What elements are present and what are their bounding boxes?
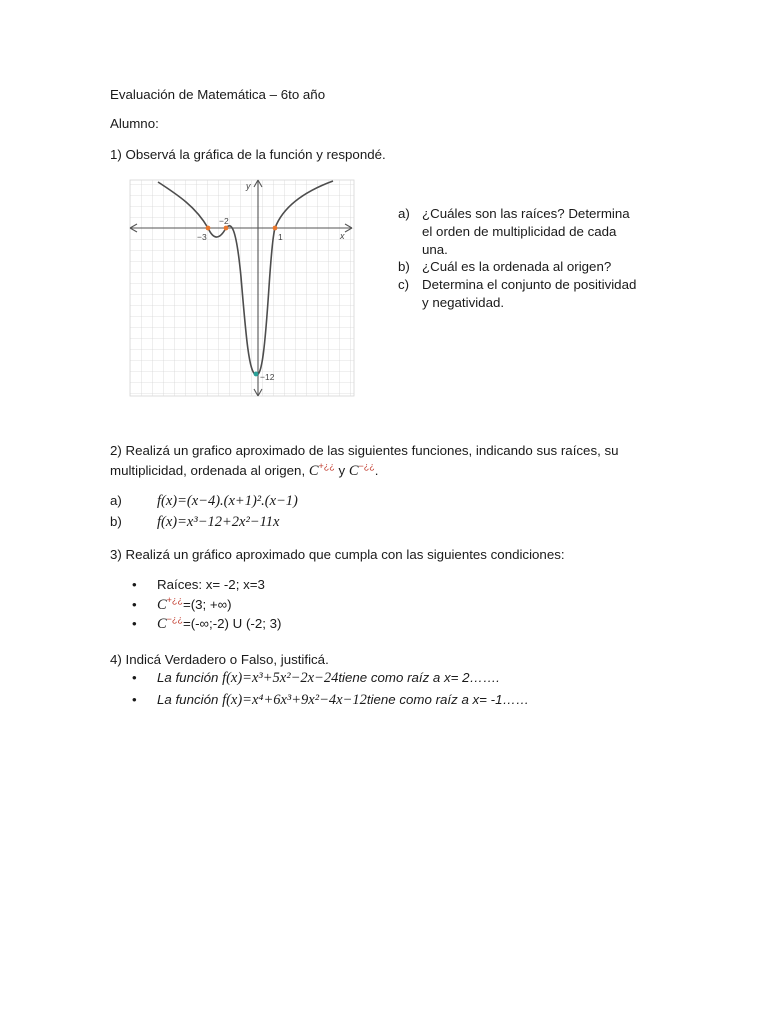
c-plus-letter: C bbox=[308, 463, 319, 479]
q4-prompt: 4) Indicá Verdadero o Falso, justificá. bbox=[110, 652, 329, 667]
axis-label-y: y bbox=[246, 181, 251, 191]
q2-item-b-label: b) bbox=[110, 514, 122, 529]
q2-y-connector: y bbox=[334, 463, 349, 478]
q3-item-cminus bbox=[110, 614, 281, 633]
document-title: Evaluación de Matemática – 6to año bbox=[110, 87, 326, 102]
q2-item-a-label: a) bbox=[110, 493, 122, 508]
c-plus-superscript: +¿¿ bbox=[318, 461, 335, 471]
q2-period: . bbox=[374, 463, 379, 478]
q1-item-a bbox=[398, 205, 658, 258]
q3-cplus-letter: C bbox=[157, 597, 167, 613]
q4-item-2 bbox=[110, 692, 529, 709]
q1-item-a-line2: el orden de multiplicidad de cada bbox=[422, 223, 617, 239]
q4-item-2-formula: f(x)=x⁴+6x³+9x²−4x−12 bbox=[222, 692, 367, 708]
q2-item-a bbox=[110, 493, 298, 510]
bullet: • bbox=[132, 692, 137, 707]
q1-item-a-line1: ¿Cuáles son las raíces? Determina bbox=[422, 206, 630, 221]
bullet: • bbox=[132, 670, 137, 685]
q3-item-roots bbox=[110, 577, 265, 592]
q4-item-2-post: tiene como raíz a x= -1…… bbox=[366, 692, 530, 707]
q2-item-a-formula: f(x)=(x−4).(x+1)².(x−1) bbox=[157, 493, 298, 509]
q1-item-b-line1: ¿Cuál es la ordenada al origen? bbox=[422, 259, 612, 275]
q1-item-c-line1: Determina el conjunto de positividad bbox=[422, 277, 637, 293]
tick-label-neg12: −12 bbox=[260, 372, 275, 382]
q2-item-b bbox=[110, 514, 279, 531]
q3-cminus-superscript: −¿¿ bbox=[166, 614, 183, 624]
q1-prompt: 1) Observá la gráfica de la función y respondé. bbox=[110, 147, 386, 162]
bullet: • bbox=[132, 597, 137, 612]
q3-cminus-value: =(-∞;-2) U (-2; 3) bbox=[182, 616, 282, 631]
tick-label-1: 1 bbox=[278, 232, 283, 242]
q4-item-1-formula: f(x)=x³+5x²−2x−24 bbox=[222, 670, 339, 686]
q4-item-1-pre: La función bbox=[157, 670, 223, 685]
q2-item-b-formula: f(x)=x³−12+2x²−11x bbox=[157, 514, 280, 530]
q1-item-a-label: a) bbox=[398, 206, 410, 221]
root-point-neg2 bbox=[224, 226, 229, 231]
q3-cminus-letter: C bbox=[157, 616, 167, 632]
student-label: Alumno: bbox=[110, 116, 159, 131]
bullet: • bbox=[132, 577, 137, 592]
q3-roots-text: Raíces: x= -2; x=3 bbox=[157, 577, 265, 592]
c-minus-superscript: −¿¿ bbox=[358, 461, 375, 471]
q2-prompt-line1: 2) Realizá un grafico aproximado de las siguientes funciones, indicando sus raíces, su bbox=[110, 443, 619, 458]
c-minus-letter: C bbox=[348, 463, 359, 479]
function-graph bbox=[128, 177, 356, 399]
q3-cplus-superscript: +¿¿ bbox=[166, 595, 183, 605]
y-intercept-point bbox=[254, 372, 259, 377]
q3-prompt: 3) Realizá un gráfico aproximado que cumpla con las siguientes condiciones: bbox=[110, 547, 565, 562]
q1-item-c-line2: y negatividad. bbox=[422, 294, 505, 310]
q1-item-c bbox=[398, 276, 658, 312]
root-point-1 bbox=[273, 226, 278, 231]
axis-label-x: x bbox=[340, 231, 345, 241]
q4-item-2-pre: La función bbox=[157, 692, 223, 707]
q1-item-c-label: c) bbox=[398, 277, 410, 293]
q3-cplus-value: =(3; +∞) bbox=[182, 597, 232, 612]
tick-label-neg2: −2 bbox=[219, 216, 229, 226]
q3-item-cplus bbox=[110, 595, 232, 614]
q1-item-b bbox=[398, 258, 658, 276]
q4-item-1 bbox=[110, 670, 500, 687]
q1-item-b-label: b) bbox=[398, 259, 410, 275]
q4-item-1-post: tiene como raíz a x= 2……. bbox=[338, 670, 500, 685]
q2-prompt-line2 bbox=[110, 461, 378, 480]
q1-item-a-line3: una. bbox=[422, 241, 448, 257]
q2-line2-text: multiplicidad, ordenada al origen, bbox=[110, 463, 309, 478]
root-point-neg3 bbox=[206, 226, 211, 231]
tick-label-neg3: −3 bbox=[197, 232, 207, 242]
bullet: • bbox=[132, 616, 137, 631]
q1-question-list bbox=[398, 205, 658, 312]
